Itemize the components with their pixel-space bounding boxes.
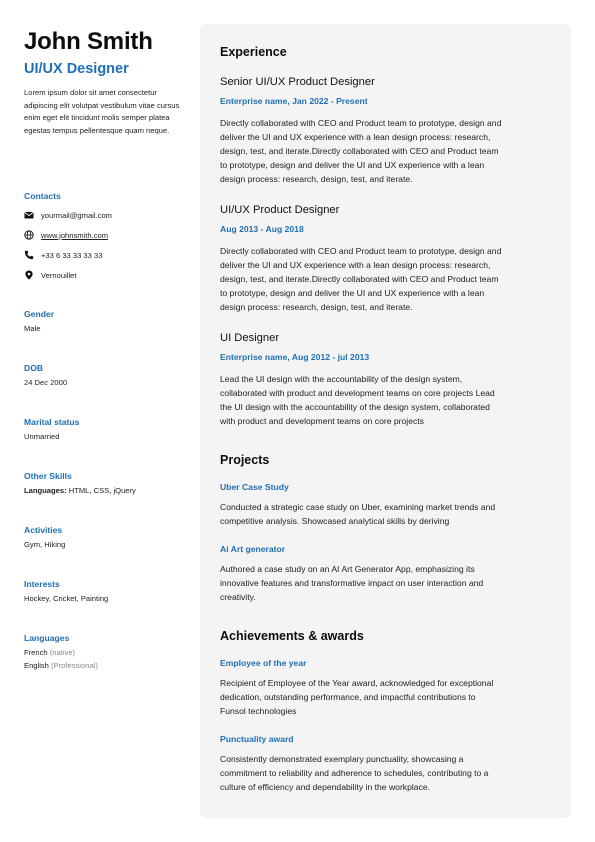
award-title-1: Employee of the year [220,658,307,668]
location-text: Vernouillet [41,270,77,280]
job-desc-3 [220,372,560,428]
desc-line: culture of efficiency and dependability in the workplace. [220,782,431,792]
main-panel [200,24,571,818]
project-title-1: Uber Case Study [220,482,289,492]
job-desc-2 [220,244,560,314]
desc-line: the UI design with the accountability of the design system, collaborated [220,402,490,412]
job-title-1: Senior UI/UX Product Designer [220,76,375,88]
interests-value: Hockey, Cricket, Painting [24,594,109,603]
desc-line: design, test, and iterate.Directly collaborated with CEO and Product team [220,146,499,156]
activities-heading: Activities [24,525,63,535]
marital-value: Unmarried [24,432,60,441]
language-level: (native) [49,648,76,657]
dob-heading: DOB [24,363,44,373]
dob-section [24,363,67,387]
contacts-section [24,191,184,285]
projects-heading: Projects [220,453,270,467]
skills-section [24,471,136,495]
activities-section [24,525,65,549]
job-meta-1: Enterprise name, Jan 2022 - Present [220,96,368,106]
job-title: UI/UX Designer [24,61,129,77]
job-meta-3: Enterprise name, Aug 2012 - jul 2013 [220,352,370,362]
language-item [24,661,98,670]
contact-location [24,265,184,285]
desc-line: deliver the UI and UX experience with a lean design process: research, [220,260,491,270]
globe-icon [24,230,34,240]
skills-list: HTML, CSS, jQuery [66,486,136,495]
contacts-heading: Contacts [24,191,61,201]
desc-line: Authored a case study on an AI Art Generator App, emphasizing its [220,564,475,574]
language-level: (Professional) [51,661,98,670]
award-desc-2 [220,752,560,794]
project-title-2: Ai Art generator [220,544,286,554]
gender-heading: Gender [24,309,55,319]
achievements-heading: Achievements & awards [220,629,364,643]
gender-section [24,309,54,333]
mail-icon [24,210,34,220]
job-title-3: UI Designer [220,332,280,344]
desc-line: Funsol technologies [220,706,297,716]
language-item [24,648,98,657]
marital-section [24,417,79,441]
sidebar [24,28,184,137]
desc-line: to prototype, design and deliver the UI and UX experience with a lean [220,160,485,170]
person-name: John Smith [24,28,153,55]
languages-section [24,633,98,670]
marital-heading: Marital status [24,417,80,427]
activities-value: Gym, Hiking [24,540,66,549]
contact-website[interactable] [24,225,184,245]
bio-text: Lorem ipsum dolor sit amet consectetur adipiscing elit volutpat vestibulum vitae cursus enim eget elit tincidunt molis semper platea egestas tempus pellentesque quam neque. [24,88,180,135]
job-desc-1 [220,116,560,186]
gender-value: Male [24,324,41,333]
desc-line: Conducted a strategic case study on Uber, examining market trends and [220,502,496,512]
desc-line: Consistently demonstrated exemplary punctuality, showcasing a [220,754,464,764]
project-desc-1 [220,500,560,528]
skills-value [24,486,136,495]
job-meta-2: Aug 2013 - Aug 2018 [220,224,304,234]
languages-heading: Languages [24,633,70,643]
desc-line: Directly collaborated with CEO and Product team to prototype, design and [220,118,502,128]
website-link[interactable]: www.johnsmith.com [41,230,109,240]
contact-phone [24,245,184,265]
desc-line: Directly collaborated with CEO and Product team to prototype, design and [220,246,502,256]
experience-heading: Experience [220,45,287,59]
desc-line: to prototype, design and deliver the UI and UX experience with a lean [220,288,485,298]
interests-heading: Interests [24,579,60,589]
desc-line: collaborated with product and development teams on core projects Lead [220,388,495,398]
desc-line: creativity. [220,592,256,602]
email-text: yourmail@gmail.com [41,210,113,220]
contact-email [24,205,184,225]
award-title-2: Punctuality award [220,734,294,744]
skills-label: Languages: [24,486,67,495]
desc-line: dedication, outstanding performance, and impactful contributions to [220,692,476,702]
desc-line: with product and development teams on core projects [220,416,424,426]
desc-line: competitive analysis. Showcased analytical skills by deriving [220,516,450,526]
phone-text: +33 6 33 33 33 33 [41,250,103,260]
desc-line: Lead the UI design with the accountability of the design system, [220,374,463,384]
dob-value: 24 Dec 2000 [24,378,68,387]
desc-line: design process: research, design, test, and iterate. [220,174,413,184]
job-title-2: UI/UX Product Designer [220,204,340,216]
desc-line: design, test, and iterate.Directly collaborated with CEO and Product team [220,274,499,284]
desc-line: innovative features and transformative impact on user interaction and [220,578,484,588]
project-desc-2 [220,562,560,604]
desc-line: Recipient of Employee of the Year award, acknowledged for exceptional [220,678,494,688]
language-name: French [24,648,48,657]
skills-heading: Other Skills [24,471,72,481]
desc-line: deliver the UI and UX experience with a lean design process: research, [220,132,491,142]
interests-section [24,579,108,603]
language-name: English [24,661,49,670]
desc-line: design process: research, design, test, and iterate. [220,302,413,312]
phone-icon [24,250,34,260]
award-desc-1 [220,676,560,718]
desc-line: commitment to reliability and adherence to schedules, contributing to a [220,768,489,778]
location-pin-icon [24,270,34,280]
